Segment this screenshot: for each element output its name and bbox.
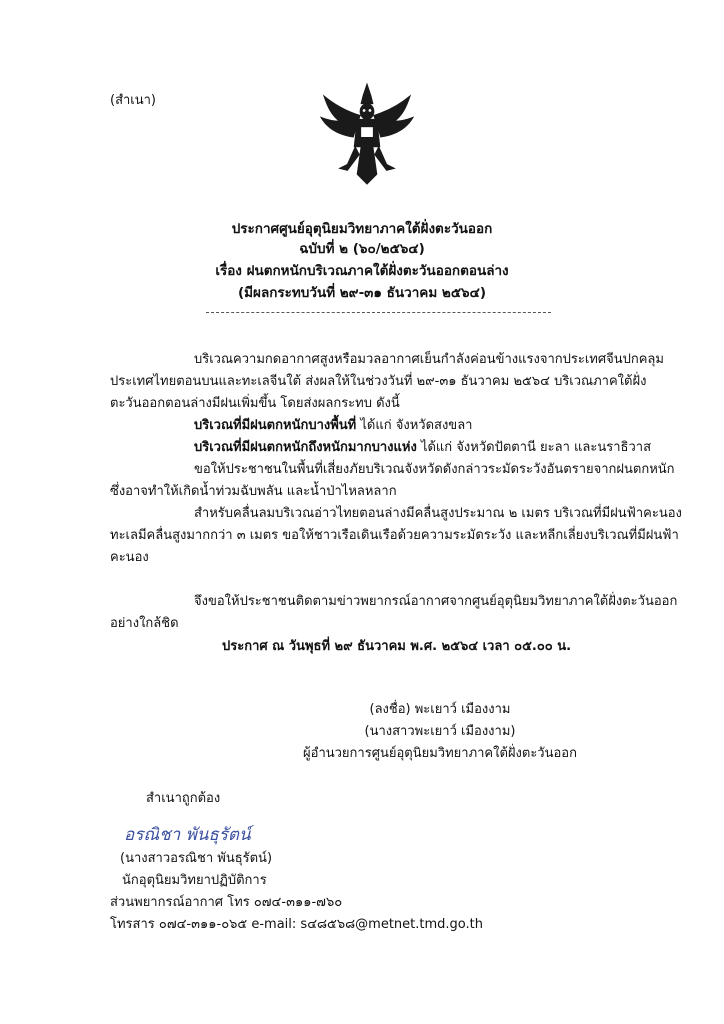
area-provinces: ได้แก่ จังหวัดปัตตานี ยะลา และนราธิวาส [416,440,652,455]
signatory-position: ผู้อำนวยการศูนย์อุตุนิยมวิทยาภาคใต้ฝั่งตะวันออก [303,746,577,761]
certified-copy-label: สำเนาถูกต้อง [146,791,221,806]
paragraph-3-line-3: คะนอง [110,550,149,565]
certifier-position: นักอุตุนิยมวิทยาปฏิบัติการ [122,873,267,888]
area-label: บริเวณที่มีฝนตกหนักถึงหนักมากบางแห่ง [194,440,417,455]
area-provinces: ได้แก่ จังหวัดสงขลา [356,418,473,433]
paragraph-3-line-2: ทะเลมีคลื่นสูงมากกว่า ๓ เมตร ขอให้ชาวเรือเดินเรือด้วยความระมัดระวัง และหลีกเลี่ยงบริเวณที่มีฝนฟ้า [110,528,679,543]
garuda-emblem-icon [318,82,416,190]
signed-line: (ลงชื่อ) พะเยาว์ เมืองงาม [369,702,511,717]
subject-line: เรื่อง ฝนตกหนักบริเวณภาคใต้ฝั่งตะวันออกตอนล่าง [215,263,509,279]
paragraph-2-line-2: ซึ่งอาจทำให้เกิดน้ำท่วมฉับพลัน และน้ำป่าไหลหลาก [110,484,397,499]
paragraph-4-line-2: อย่างใกล้ชิด [110,616,179,631]
paragraph-1-line-1: บริเวณความกดอากาศสูงหรือมวลอากาศเย็นกำลังค่อนข้างแรงจากประเทศจีนปกคลุม [194,352,664,367]
issue-number: ฉบับที่ ๒ (๖๐/๒๕๖๔) [299,241,425,257]
handwritten-signature [122,816,272,850]
area-heavy-to-very-heavy-rain [194,439,651,457]
paragraph-1-line-3: ตะวันออกตอนล่างมีฝนเพิ่มขึ้น โดยส่งผลกระทบ ดังนี้ [110,396,400,411]
paragraph-2-line-1: ขอให้ประชาชนในพื้นที่เสี่ยงภัยบริเวณจังหวัดดังกล่าวระมัดระวังอันตรายจากฝนตกหนัก [194,462,675,477]
announcement-date: ประกาศ ณ วันพุธที่ ๒๙ ธันวาคม พ.ศ. ๒๕๖๔ เวลา ๐๕.๐๐ น. [222,639,572,654]
divider-line [206,312,551,313]
paragraph-3-line-1: สำหรับคลื่นลมบริเวณอ่าวไทยตอนล่างมีคลื่นสูงประมาณ ๒ เมตร บริเวณที่มีฝนฟ้าคะนอง [194,506,682,521]
department-phone: ส่วนพยากรณ์อากาศ โทร ๐๗๔-๓๑๑-๗๖๐ [110,895,343,910]
area-label: บริเวณที่มีฝนตกหนักบางพื้นที่ [194,418,357,433]
signatory-name: (นางสาวพะเยาว์ เมืองงาม) [364,724,516,739]
signature-text: อรณิชา พันธุรัตน์ [124,825,251,845]
area-heavy-rain-some [194,417,472,435]
announcement-title: ประกาศศูนย์อุตุนิยมวิทยาภาคใต้ฝั่งตะวันออก [231,221,493,237]
fax-email: โทรสาร ๐๗๔-๓๑๑-๐๖๕ e-mail: s๔๘๕๖๘@metnet.tmd.go.th [110,917,483,932]
effect-period: (มีผลกระทบวันที่ ๒๙-๓๑ ธันวาคม ๒๕๖๔) [237,285,487,301]
paragraph-1-line-2: ประเทศไทยตอนบนและทะเลจีนใต้ ส่งผลให้ในช่วงวันที่ ๒๙-๓๑ ธันวาคม ๒๕๖๔ บริเวณภาคใต้ฝั่ง [110,374,647,389]
copy-label: (สำเนา) [110,93,157,108]
certifier-name: (นางสาวอรณิชา พันธุรัตน์) [120,851,273,866]
paragraph-4-line-1: จึงขอให้ประชาชนติดตามข่าวพยากรณ์อากาศจากศูนย์อุตุนิยมวิทยาภาคใต้ฝั่งตะวันออก [194,594,678,609]
